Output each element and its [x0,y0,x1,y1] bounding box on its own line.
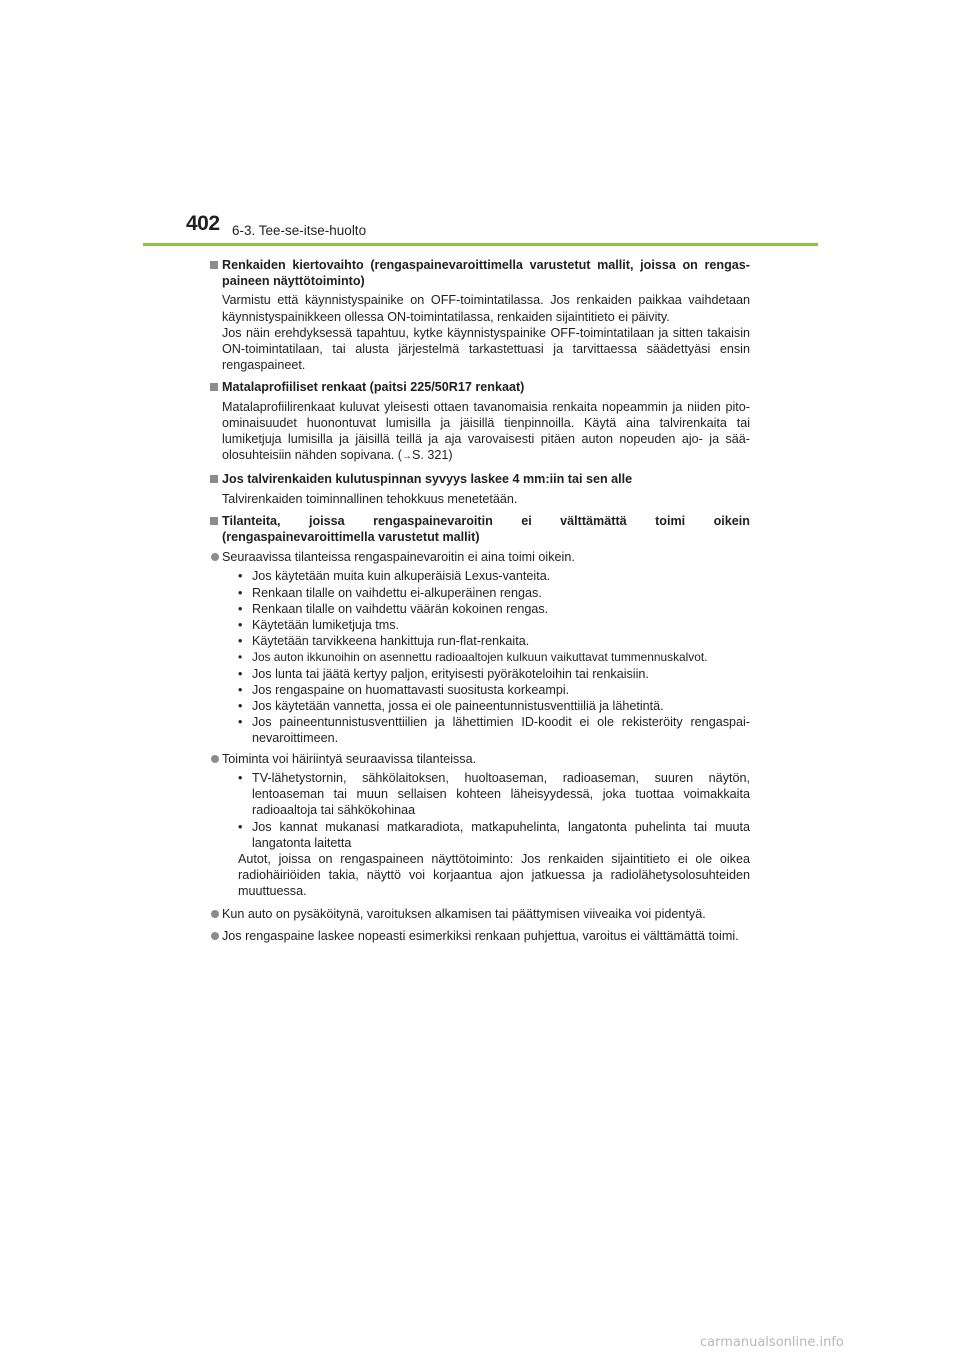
section-tire-rotation [210,257,750,373]
circle-bullet-icon [211,755,219,763]
bullet-item: Kun auto on pysäköitynä, varoituksen alkamisen tai päättymisen viiveaika voi pidentyä. [210,906,750,922]
square-bullet-icon [210,475,218,483]
paragraph: Talvirenkaiden toiminnallinen tehokkuus menetetään. [222,491,518,506]
circle-bullet-icon [211,932,219,940]
section-tread-depth [210,471,750,506]
paragraph: Varmistu että käynnistyspainike on OFF-toimintatilassa. Jos renkaiden paikkaa vaihdetaan käynnistyspainikkeen ollessa ON-toimintatilassa, renkaiden sijaintitieto ei päivity. [222,293,750,324]
condition-list [210,568,750,746]
list-item: • Jos paineentunnistusventtiilien ja lähettimien ID-koodit ei ole rekisteröity rengaspai-nevaroittimeen. [238,715,750,746]
section-title: 6-3. Tee-se-itse-huolto [232,223,367,238]
square-bullet-icon [210,261,218,269]
circle-bullet-icon [211,553,219,561]
watermark: carmanualsonline.info [700,1335,844,1350]
bullet-item: Seuraavissa tilanteissa rengaspainevaroitin ei aina toimi oikein. [210,549,750,565]
section-warning-limitations [210,513,750,944]
list-item: • Käytetään lumiketjuja tms. [238,618,399,633]
header-rule [143,243,818,246]
page-number: 402 [186,212,220,235]
square-bullet-icon [210,383,218,391]
note-paragraph: Autot, joissa on rengaspaineen näyttötoiminto: Jos renkaiden sijaintitieto ei ole oikea radiohäiriöiden takia, näyttö voi korjaantua ajon jatkuessa ja radiolähetysolosuhteiden muuttuessa. [238,851,750,899]
page-content [210,257,750,950]
bullet-item: Toiminta voi häiriintyä seuraavissa tilanteissa. [210,751,750,767]
list-item: • Jos rengaspaine on huomattavasti suositusta korkeampi. [238,682,570,697]
list-item: • Renkaan tilalle on vaihdettu väärän kokoinen rengas. [238,601,549,616]
paragraph: Matalaprofiilirenkaat kuluvat yleisesti ottaen tavanomaisia renkaita nopeammin ja niiden pito-ominaisuudet huonontuvat lumisilla ja jäisillä tienpinnoilla. Käytä aina talvirenkaita tai lumiketjuja lumisilla ja jäisillä teillä ja aja varovaisesti pitäen auton nopeuden ajo- ja sää-olosuhteisiin nähden sopivana. (→S. 321) [222,399,750,463]
section-heading: Jos talvirenkaiden kulutuspinnan syvyys laskee 4 mm:iin tai sen alle [210,471,750,487]
list-item: • TV-lähetystornin, sähkölaitoksen, huoltoaseman, radioaseman, suuren näytön, lentoaseman tai muun sellaisen kohteen läheisyydessä, joka tuottaa voimakkaita radioaaltoja tai sähkökohinaa [238,770,750,818]
section-heading: Matalaprofiiliset renkaat (paitsi 225/50R17 renkaat) [210,379,750,395]
list-item: • Jos käytetään muita kuin alkuperäisiä Lexus-vanteita. [238,569,551,584]
list-item: • Jos kannat mukanasi matkaradiota, matkapuhelinta, langatonta puhelinta tai muuta langatonta laitetta [238,819,750,850]
square-bullet-icon [210,517,218,525]
page-header [0,0,960,250]
list-item: • Renkaan tilalle on vaihdettu ei-alkuperäinen rengas. [238,585,542,600]
list-item: • Käytetään tarvikkeena hankittuja run-flat-renkaita. [238,634,530,649]
section-heading: Renkaiden kiertovaihto (rengaspainevaroittimella varustetut mallit, joissa on rengas-paineen näyttötoiminto) [210,257,750,289]
page-reference[interactable]: S. 321) [411,448,453,463]
interference-list [210,770,750,851]
arrow-right-icon: → [401,451,412,463]
list-item: • Jos lunta tai jäätä kertyy paljon, erityisesti pyöräkoteloihin tai renkaisiin. [238,666,649,681]
list-item: • Jos käytetään vannetta, jossa ei ole paineentunnistusventtiiliä ja lähetintä. [238,699,664,714]
list-item: • Jos auton ikkunoihin on asennettu radioaaltojen kulkuun vaikuttavat tummennuskalvot. [238,650,708,665]
section-heading: Tilanteita, joissa rengaspainevaroitin ei välttämättä toimi oikein (rengaspainevaroittimella varustetut mallit) [210,513,750,545]
section-low-profile-tires [210,379,750,465]
paragraph: Jos näin erehdyksessä tapahtuu, kytke käynnistyspainike OFF-toimintatilaan ja sitten takaisin ON-toimintatilaan, tai alusta järjestelmä tarkastettuasi ja tarvittaessa säädettyäsi ensin rengaspaineet. [222,325,750,373]
bullet-item: Jos rengaspaine laskee nopeasti esimerkiksi renkaan puhjettua, varoitus ei välttämättä toimi. [210,928,750,944]
circle-bullet-icon [211,910,219,918]
